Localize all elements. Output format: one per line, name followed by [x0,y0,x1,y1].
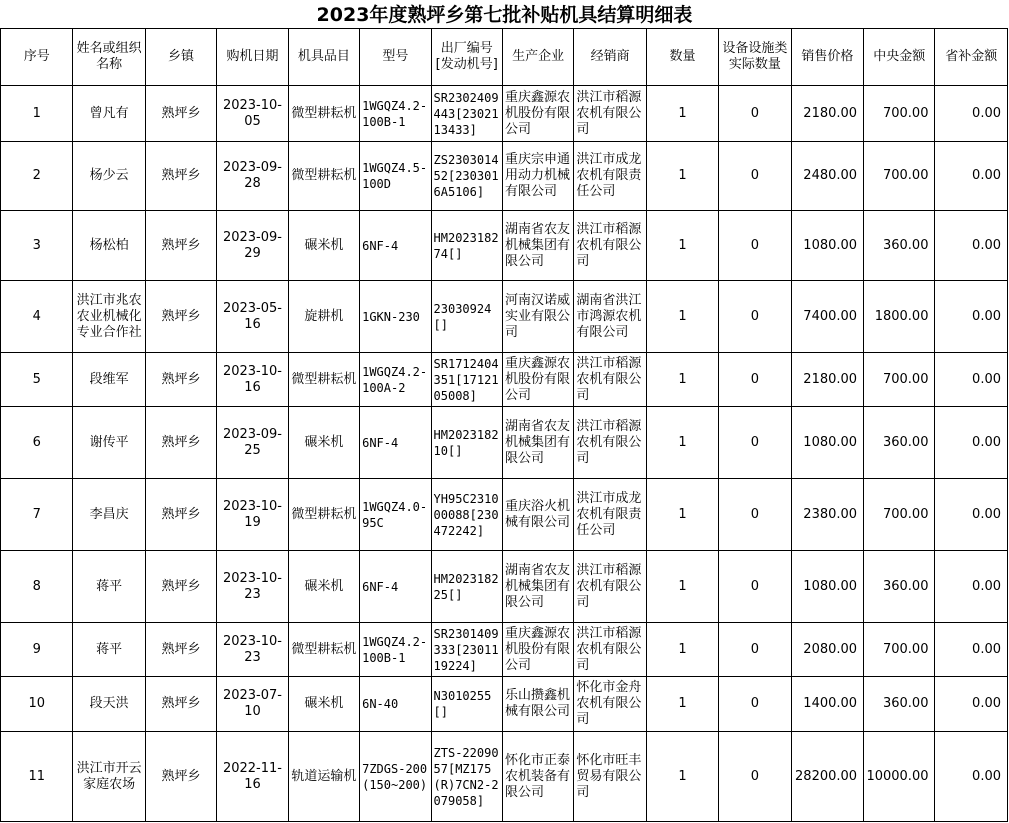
col-dealer-cell: 洪江市稻源农机有限公司 [574,551,646,623]
col-sale-price-header: 销售价格 [791,29,863,86]
col-sale-price-cell: 2180.00 [791,86,863,142]
col-model-cell: 6NF-4 [360,551,431,623]
col-dealer-cell: 怀化市旺丰贸易有限公司 [574,732,646,822]
col-provincial-amount-cell: 0.00 [935,623,1008,677]
col-index-cell: 7 [1,479,73,551]
col-dealer-cell: 洪江市稻源农机有限公司 [574,211,646,281]
col-central-amount-cell: 1800.00 [864,281,935,353]
col-actual-quantity-cell: 0 [719,142,791,211]
table-row [1,142,1008,211]
col-dealer-cell: 洪江市成龙农机有限责任公司 [574,142,646,211]
col-actual-quantity-cell: 0 [719,407,791,479]
col-dealer-cell: 湖南省洪江市鸿源农机有限公司 [574,281,646,353]
col-provincial-amount-cell: 0.00 [935,551,1008,623]
table-row [1,551,1008,623]
col-dealer-cell: 怀化市金舟农机有限公司 [574,677,646,732]
col-township-cell: 熟坪乡 [145,677,216,732]
col-manufacturer-cell: 重庆鑫源农机股份有限公司 [502,353,573,407]
col-model-cell: 1WGQZ4.5-100D [360,142,431,211]
col-quantity-cell: 1 [646,142,718,211]
col-manufacturer-header: 生产企业 [502,29,573,86]
col-actual-quantity-cell: 0 [719,551,791,623]
col-central-amount-cell: 700.00 [864,353,935,407]
col-index-cell: 11 [1,732,73,822]
col-purchase-date-cell: 2023-09-28 [217,142,288,211]
col-name-cell: 蒋平 [73,623,145,677]
col-category-cell: 微型耕耘机 [288,623,359,677]
table-row [1,281,1008,353]
col-index-cell: 4 [1,281,73,353]
col-manufacturer-cell: 重庆鑫源农机股份有限公司 [502,623,573,677]
col-name-cell: 杨少云 [73,142,145,211]
col-actual-quantity-cell: 0 [719,353,791,407]
col-manufacturer-cell: 湖南省农友机械集团有限公司 [502,551,573,623]
col-township-cell: 熟坪乡 [145,407,216,479]
col-serial-header: 出厂编号[发动机号] [431,29,502,86]
col-name-cell: 杨松柏 [73,211,145,281]
col-sale-price-cell: 1080.00 [791,551,863,623]
col-township-cell: 熟坪乡 [145,353,216,407]
header-row [1,29,1008,86]
col-dealer-cell: 洪江市成龙农机有限责任公司 [574,479,646,551]
col-provincial-amount-cell: 0.00 [935,211,1008,281]
col-actual-quantity-cell: 0 [719,732,791,822]
col-model-cell: 6N-40 [360,677,431,732]
col-serial-cell: HM202318210[] [431,407,502,479]
col-actual-quantity-cell: 0 [719,86,791,142]
col-serial-cell: SR1712404351[1712105008] [431,353,502,407]
col-actual-quantity-cell: 0 [719,281,791,353]
col-actual-quantity-cell: 0 [719,623,791,677]
col-serial-cell: ZS230301452[2303016A5106] [431,142,502,211]
col-manufacturer-cell: 乐山攒鑫机械有限公司 [502,677,573,732]
col-provincial-amount-cell: 0.00 [935,281,1008,353]
col-provincial-amount-cell: 0.00 [935,142,1008,211]
col-sale-price-cell: 2380.00 [791,479,863,551]
col-serial-cell: 23030924[] [431,281,502,353]
col-purchase-date-cell: 2023-10-23 [217,623,288,677]
col-category-cell: 微型耕耘机 [288,142,359,211]
col-provincial-amount-header: 省补金额 [935,29,1008,86]
col-dealer-header: 经销商 [574,29,646,86]
col-central-amount-cell: 700.00 [864,479,935,551]
col-model-cell: 7ZDGS-200(150~200) [360,732,431,822]
col-quantity-cell: 1 [646,551,718,623]
col-actual-quantity-cell: 0 [719,677,791,732]
col-sale-price-cell: 2480.00 [791,142,863,211]
col-model-cell: 1WGQZ4.2-100B-1 [360,623,431,677]
col-sale-price-cell: 7400.00 [791,281,863,353]
col-central-amount-cell: 360.00 [864,211,935,281]
col-township-cell: 熟坪乡 [145,142,216,211]
col-quantity-cell: 1 [646,211,718,281]
col-central-amount-header: 中央金额 [864,29,935,86]
col-quantity-cell: 1 [646,353,718,407]
col-sale-price-cell: 1080.00 [791,407,863,479]
col-sale-price-cell: 1400.00 [791,677,863,732]
col-central-amount-cell: 700.00 [864,86,935,142]
col-index-cell: 6 [1,407,73,479]
col-provincial-amount-cell: 0.00 [935,732,1008,822]
col-dealer-cell: 洪江市稻源农机有限公司 [574,407,646,479]
col-index-cell: 3 [1,211,73,281]
col-model-cell: 1WGQZ4.2-100B-1 [360,86,431,142]
settlement-table [0,28,1008,822]
col-purchase-date-cell: 2023-07-10 [217,677,288,732]
col-dealer-cell: 洪江市稻源农机有限公司 [574,86,646,142]
col-model-header: 型号 [360,29,431,86]
table-row [1,479,1008,551]
col-purchase-date-cell: 2023-10-19 [217,479,288,551]
col-quantity-cell: 1 [646,677,718,732]
col-provincial-amount-cell: 0.00 [935,479,1008,551]
table-row [1,732,1008,822]
col-central-amount-cell: 360.00 [864,677,935,732]
col-manufacturer-cell: 怀化市正泰农机装备有限公司 [502,732,573,822]
col-central-amount-cell: 700.00 [864,623,935,677]
col-name-cell: 蒋平 [73,551,145,623]
col-index-cell: 10 [1,677,73,732]
col-name-cell: 曾凡有 [73,86,145,142]
col-quantity-cell: 1 [646,623,718,677]
col-township-cell: 熟坪乡 [145,86,216,142]
col-name-cell: 洪江市兆农农业机械化专业合作社 [73,281,145,353]
col-township-cell: 熟坪乡 [145,551,216,623]
col-category-cell: 碾米机 [288,551,359,623]
col-quantity-cell: 1 [646,479,718,551]
table-title: 2023年度熟坪乡第七批补贴机具结算明细表 [316,4,693,26]
col-index-cell: 5 [1,353,73,407]
col-central-amount-cell: 360.00 [864,407,935,479]
col-township-cell: 熟坪乡 [145,479,216,551]
col-actual-quantity-header: 设备设施类实际数量 [719,29,791,86]
col-township-cell: 熟坪乡 [145,281,216,353]
col-category-cell: 碾米机 [288,407,359,479]
col-name-cell: 李昌庆 [73,479,145,551]
col-manufacturer-cell: 河南汉诺威实业有限公司 [502,281,573,353]
col-category-cell: 碾米机 [288,211,359,281]
col-purchase-date-header: 购机日期 [217,29,288,86]
col-provincial-amount-cell: 0.00 [935,86,1008,142]
col-quantity-cell: 1 [646,281,718,353]
col-serial-cell: SR2302409443[2302113433] [431,86,502,142]
col-serial-cell: HM202318225[] [431,551,502,623]
col-township-cell: 熟坪乡 [145,211,216,281]
col-name-cell: 段天洪 [73,677,145,732]
col-manufacturer-cell: 重庆宗申通用动力机械有限公司 [502,142,573,211]
col-serial-cell: SR2301409333[2301119224] [431,623,502,677]
col-provincial-amount-cell: 0.00 [935,407,1008,479]
table-row [1,211,1008,281]
col-sale-price-cell: 28200.00 [791,732,863,822]
col-name-cell: 谢传平 [73,407,145,479]
table-row [1,407,1008,479]
table-row [1,86,1008,142]
col-township-cell: 熟坪乡 [145,623,216,677]
col-sale-price-cell: 1080.00 [791,211,863,281]
col-quantity-cell: 1 [646,86,718,142]
col-serial-cell: ZTS-2209057[MZ175(R)7CN2-2079058] [431,732,502,822]
col-index-header: 序号 [1,29,73,86]
col-category-header: 机具品目 [288,29,359,86]
col-index-cell: 8 [1,551,73,623]
col-name-cell: 洪江市开云家庭农场 [73,732,145,822]
col-provincial-amount-cell: 0.00 [935,353,1008,407]
col-purchase-date-cell: 2023-10-23 [217,551,288,623]
col-dealer-cell: 洪江市稻源农机有限公司 [574,353,646,407]
col-provincial-amount-cell: 0.00 [935,677,1008,732]
col-serial-cell: N3010255[] [431,677,502,732]
col-index-cell: 1 [1,86,73,142]
col-model-cell: 1GKN-230 [360,281,431,353]
col-manufacturer-cell: 湖南省农友机械集团有限公司 [502,211,573,281]
col-serial-cell: HM202318274[] [431,211,502,281]
col-purchase-date-cell: 2023-05-16 [217,281,288,353]
col-township-header: 乡镇 [145,29,216,86]
col-model-cell: 6NF-4 [360,211,431,281]
col-actual-quantity-cell: 0 [719,479,791,551]
col-purchase-date-cell: 2023-09-29 [217,211,288,281]
col-category-cell: 微型耕耘机 [288,479,359,551]
col-manufacturer-cell: 湖南省农友机械集团有限公司 [502,407,573,479]
col-sale-price-cell: 2180.00 [791,353,863,407]
table-row [1,353,1008,407]
col-category-cell: 微型耕耘机 [288,86,359,142]
col-purchase-date-cell: 2023-10-16 [217,353,288,407]
table-row [1,677,1008,732]
col-category-cell: 碾米机 [288,677,359,732]
col-category-cell: 微型耕耘机 [288,353,359,407]
col-manufacturer-cell: 重庆浴火机械有限公司 [502,479,573,551]
col-index-cell: 2 [1,142,73,211]
table-row [1,623,1008,677]
col-quantity-header: 数量 [646,29,718,86]
col-category-cell: 旋耕机 [288,281,359,353]
col-quantity-cell: 1 [646,732,718,822]
col-central-amount-cell: 360.00 [864,551,935,623]
col-model-cell: 1WGQZ4.0-95C [360,479,431,551]
col-model-cell: 6NF-4 [360,407,431,479]
col-sale-price-cell: 2080.00 [791,623,863,677]
col-name-cell: 段维军 [73,353,145,407]
col-actual-quantity-cell: 0 [719,211,791,281]
col-central-amount-cell: 700.00 [864,142,935,211]
col-manufacturer-cell: 重庆鑫源农机股份有限公司 [502,86,573,142]
col-serial-cell: YH95C231000088[230472242] [431,479,502,551]
col-purchase-date-cell: 2023-10-05 [217,86,288,142]
col-purchase-date-cell: 2022-11-16 [217,732,288,822]
col-model-cell: 1WGQZ4.2-100A-2 [360,353,431,407]
col-township-cell: 熟坪乡 [145,732,216,822]
col-central-amount-cell: 10000.00 [864,732,935,822]
col-dealer-cell: 洪江市稻源农机有限公司 [574,623,646,677]
col-quantity-cell: 1 [646,407,718,479]
col-index-cell: 9 [1,623,73,677]
col-name-header: 姓名或组织名称 [73,29,145,86]
col-purchase-date-cell: 2023-09-25 [217,407,288,479]
col-category-cell: 轨道运输机 [288,732,359,822]
